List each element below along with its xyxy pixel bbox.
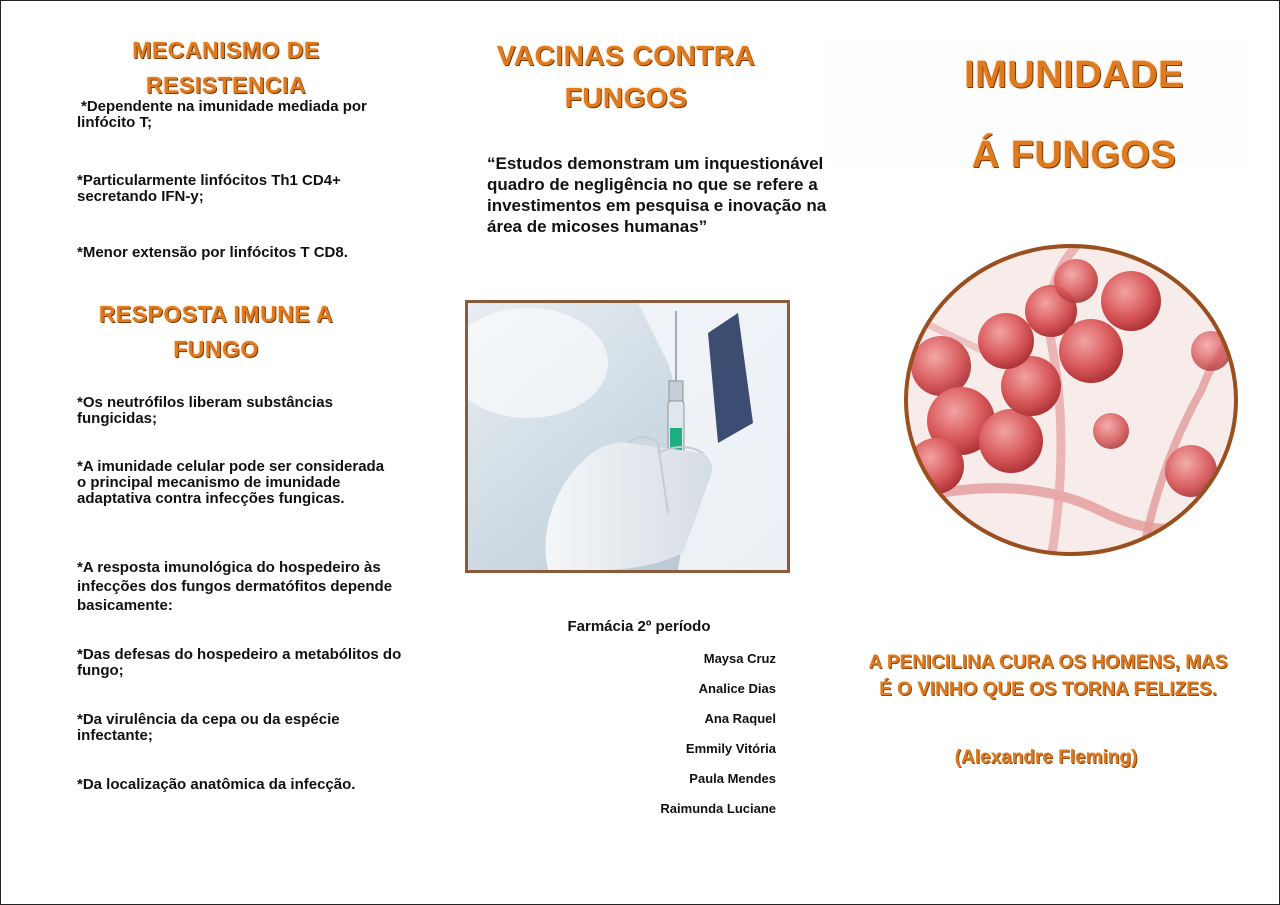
bullet-item: *Particularmente linfócitos Th1 CD4+ secretando IFN-y; [77,172,341,205]
quote-author: (Alexandre Fleming) [954,747,1138,768]
syringe-photo [465,300,790,573]
author-name: Ana Raquel [704,711,776,726]
bullet-item: *Da localização anatômica da infecção. [77,776,356,793]
credits-title: Farmácia 2º período [567,618,711,635]
fleming-quote: A PENICILINA CURA OS HOMENS, MAS É O VINHO QUE OS TORNA FELIZES. [868,652,1228,700]
main-title [919,35,1229,195]
syringe-illustration [468,303,787,570]
bullet-item: *Da virulência da cepa ou da espécie infectante; [77,711,340,744]
bullet-item: *Os neutrófilos liberam substâncias fungicidas; [77,394,333,427]
heading-line: MECANISMO DE [132,37,320,63]
heading-resposta-imune [81,297,351,367]
research-quote: “Estudos demonstram um inquestionável quadro de negligência no que se refere a investimentos em pesquisa e inovação na área de micoses humanas” [487,154,827,236]
author-name: Paula Mendes [689,771,776,786]
bullet-item: *Dependente na imunidade mediada por linfócito T; [77,98,367,131]
heading-line: VACINAS CONTRA [496,40,756,71]
author-name: Analice Dias [698,681,776,696]
heading-line: FUNGO [173,336,259,362]
author-name: Maysa Cruz [703,651,776,666]
heading-line: RESPOSTA IMUNE A [98,301,334,327]
author-name: Emmily Vitória [685,741,776,756]
heading-line: FUNGOS [564,82,688,113]
heading-line: RESISTENCIA [145,72,307,98]
heading-vacinas [481,35,771,119]
title-line: Á FUNGOS [971,134,1177,176]
bullet-item: *Menor extensão por linfócitos T CD8. [77,244,348,261]
bullet-item: *A imunidade celular pode ser considerada o principal mecanismo de imunidade adaptativa contra infecções fungicas. [77,458,385,507]
title-line: IMUNIDADE [964,54,1184,96]
heading-mecanismo-resistencia [91,33,361,103]
fungus-illustration [901,241,1241,559]
author-name: Raimunda Luciane [660,801,776,816]
bullet-item: *A resposta imunológica do hospedeiro às infecções dos fungos dermatófitos depende basicamente: [77,559,393,614]
bullet-item: *Das defesas do hospedeiro a metabólitos do fungo; [77,646,402,679]
